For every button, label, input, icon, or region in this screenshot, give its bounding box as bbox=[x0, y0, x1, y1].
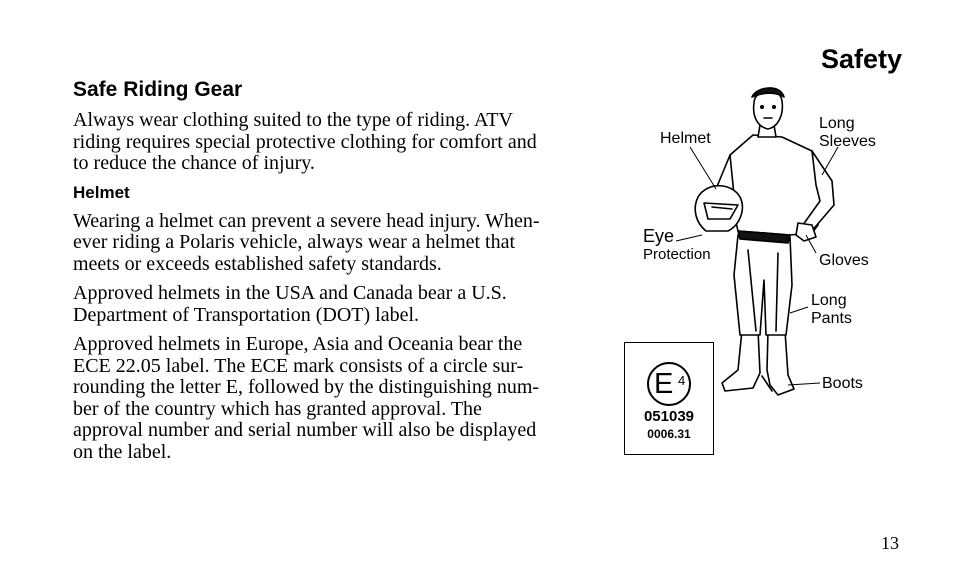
text-line: riding requires special protective clothing for comfort and bbox=[73, 130, 537, 153]
text-line: ECE 22.05 label. The ECE mark consists of a circle sur- bbox=[73, 354, 524, 377]
section-title: Safety bbox=[820, 44, 902, 74]
helmet-label: Helmet bbox=[660, 130, 711, 147]
text-line: Always wear clothing suited to the type of riding. ATV bbox=[73, 109, 513, 131]
ece-approval-paragraph bbox=[73, 334, 601, 463]
text-line: ber of the country which has granted approval. The bbox=[73, 397, 482, 420]
ece-mark-circle bbox=[647, 362, 691, 406]
long-pants-label: Long Pants bbox=[811, 292, 852, 327]
text-line: on the label. bbox=[73, 440, 172, 463]
page-heading: Safe Riding Gear bbox=[73, 78, 243, 101]
intro-paragraph bbox=[73, 110, 601, 175]
text-line: ever riding a Polaris vehicle, always wear a helmet that bbox=[73, 231, 516, 253]
helmet-subheading: Helmet bbox=[73, 182, 130, 202]
text-line: Approved helmets in the USA and Canada bear a U.S. bbox=[73, 282, 507, 304]
eye-label: Eye bbox=[643, 226, 675, 246]
text-line: Approved helmets in Europe, Asia and Oceania bear the bbox=[73, 333, 523, 355]
text-line: approval number and serial number will also be displayed bbox=[73, 419, 537, 441]
text-line: to reduce the chance of injury. bbox=[73, 152, 315, 174]
text-line: rounding the letter E, followed by the distinguishing num- bbox=[73, 376, 540, 398]
ece-label-sample bbox=[624, 342, 714, 455]
helmet-paragraph bbox=[73, 211, 601, 276]
long-sleeves-label: Long Sleeves bbox=[819, 115, 876, 150]
ece-country-number: 4 bbox=[678, 373, 686, 388]
ece-approval-number: 051039 bbox=[643, 408, 695, 425]
ece-serial-number: 0006.31 bbox=[647, 427, 691, 441]
main-text-column bbox=[73, 78, 603, 471]
page-number: 13 bbox=[881, 533, 899, 553]
gloves-label: Gloves bbox=[819, 252, 869, 269]
text-line: meets or exceeds established safety standards. bbox=[73, 252, 442, 275]
ece-letter: E bbox=[654, 368, 674, 400]
text-line: Department of Transportation (DOT) label. bbox=[73, 303, 420, 326]
usa-approval-paragraph bbox=[73, 283, 601, 326]
text-line: Wearing a helmet can prevent a severe head injury. When- bbox=[73, 209, 540, 232]
boots-label: Boots bbox=[822, 375, 863, 392]
protection-label: Protection bbox=[643, 246, 711, 263]
